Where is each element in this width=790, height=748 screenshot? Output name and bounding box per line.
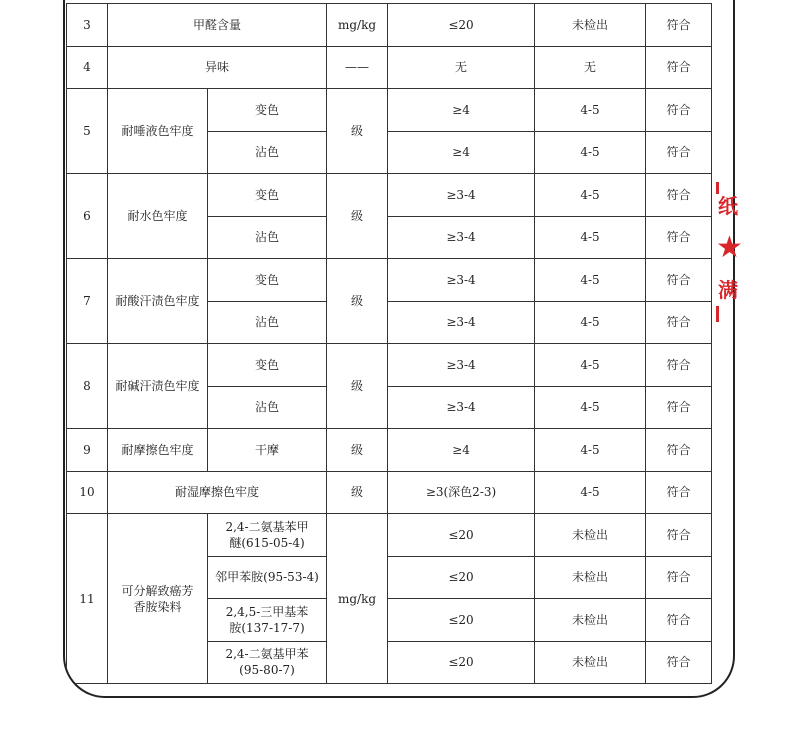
table-row bbox=[67, 344, 712, 387]
row-number: 3 bbox=[67, 4, 108, 47]
test-result: 未检出 bbox=[535, 514, 646, 557]
verdict: 符合 bbox=[646, 471, 712, 514]
test-result: 未检出 bbox=[535, 641, 646, 684]
test-item: 可分解致癌芳香胺染料 bbox=[108, 514, 208, 684]
table-row bbox=[67, 4, 712, 47]
verdict: 符合 bbox=[646, 4, 712, 47]
stamp-char-top: 纸 bbox=[718, 194, 738, 218]
table-row bbox=[67, 89, 712, 132]
row-number: 5 bbox=[67, 89, 108, 174]
test-item: 异味 bbox=[108, 46, 327, 89]
stamp-border-bottom bbox=[716, 306, 719, 322]
test-result: 4-5 bbox=[535, 429, 646, 472]
sub-item: 变色 bbox=[208, 89, 327, 132]
test-result: 4-5 bbox=[535, 471, 646, 514]
unit: 级 bbox=[327, 344, 388, 429]
unit: 级 bbox=[327, 89, 388, 174]
row-number: 4 bbox=[67, 46, 108, 89]
requirement: ≥3-4 bbox=[388, 174, 535, 217]
row-number: 10 bbox=[67, 471, 108, 514]
test-result: 未检出 bbox=[535, 599, 646, 642]
table-row bbox=[67, 259, 712, 302]
sub-item: 沾色 bbox=[208, 301, 327, 344]
requirement: ≥3-4 bbox=[388, 301, 535, 344]
requirement: ≥3(深色2-3) bbox=[388, 471, 535, 514]
verdict: 符合 bbox=[646, 344, 712, 387]
requirement: ≤20 bbox=[388, 641, 535, 684]
sub-item: 干摩 bbox=[208, 429, 327, 472]
verdict: 符合 bbox=[646, 599, 712, 642]
requirement: 无 bbox=[388, 46, 535, 89]
verdict: 符合 bbox=[646, 429, 712, 472]
verdict: 符合 bbox=[646, 556, 712, 599]
test-result: 4-5 bbox=[535, 174, 646, 217]
row-number: 7 bbox=[67, 259, 108, 344]
sub-item: 变色 bbox=[208, 259, 327, 302]
test-result: 4-5 bbox=[535, 259, 646, 302]
sub-item: 沾色 bbox=[208, 386, 327, 429]
table-row bbox=[67, 514, 712, 557]
requirement: ≥4 bbox=[388, 429, 535, 472]
test-result: 4-5 bbox=[535, 131, 646, 174]
requirement: ≤20 bbox=[388, 599, 535, 642]
test-item: 耐碱汗渍色牢度 bbox=[108, 344, 208, 429]
table-row bbox=[67, 429, 712, 472]
table-row bbox=[67, 46, 712, 89]
row-number: 11 bbox=[67, 514, 108, 684]
test-result: 4-5 bbox=[535, 386, 646, 429]
red-seal-stamp bbox=[712, 178, 744, 326]
requirement: ≥3-4 bbox=[388, 259, 535, 302]
test-item: 耐水色牢度 bbox=[108, 174, 208, 259]
sub-item: 沾色 bbox=[208, 131, 327, 174]
sub-item: 沾色 bbox=[208, 216, 327, 259]
requirement: ≥3-4 bbox=[388, 216, 535, 259]
table-row bbox=[67, 471, 712, 514]
sub-item: 变色 bbox=[208, 344, 327, 387]
test-result: 未检出 bbox=[535, 556, 646, 599]
requirement: ≥4 bbox=[388, 89, 535, 132]
sub-item: 邻甲苯胺(95-53-4) bbox=[208, 556, 327, 599]
unit: 级 bbox=[327, 429, 388, 472]
table-row bbox=[67, 174, 712, 217]
test-item: 耐酸汗渍色牢度 bbox=[108, 259, 208, 344]
requirement: ≥4 bbox=[388, 131, 535, 174]
report-frame bbox=[63, 0, 735, 698]
star-icon: ★ bbox=[716, 230, 743, 265]
verdict: 符合 bbox=[646, 301, 712, 344]
row-number: 8 bbox=[67, 344, 108, 429]
sub-item: 2,4-二氨基苯甲醚(615-05-4) bbox=[208, 514, 327, 557]
sub-item: 2,4,5-三甲基苯胺(137-17-7) bbox=[208, 599, 327, 642]
test-report-table bbox=[66, 3, 712, 684]
requirement: ≤20 bbox=[388, 514, 535, 557]
test-result: 无 bbox=[535, 46, 646, 89]
test-result: 未检出 bbox=[535, 4, 646, 47]
stamp-char-bottom: 满 bbox=[718, 278, 738, 302]
verdict: 符合 bbox=[646, 641, 712, 684]
verdict: 符合 bbox=[646, 174, 712, 217]
test-result: 4-5 bbox=[535, 89, 646, 132]
unit: 级 bbox=[327, 174, 388, 259]
unit: 级 bbox=[327, 259, 388, 344]
unit: 级 bbox=[327, 471, 388, 514]
verdict: 符合 bbox=[646, 46, 712, 89]
test-result: 4-5 bbox=[535, 216, 646, 259]
verdict: 符合 bbox=[646, 386, 712, 429]
requirement: ≤20 bbox=[388, 556, 535, 599]
row-number: 6 bbox=[67, 174, 108, 259]
verdict: 符合 bbox=[646, 216, 712, 259]
test-item: 甲醛含量 bbox=[108, 4, 327, 47]
test-item: 耐唾液色牢度 bbox=[108, 89, 208, 174]
unit: —— bbox=[327, 46, 388, 89]
test-result: 4-5 bbox=[535, 301, 646, 344]
test-item: 耐摩擦色牢度 bbox=[108, 429, 208, 472]
unit: mg/kg bbox=[327, 514, 388, 684]
verdict: 符合 bbox=[646, 89, 712, 132]
verdict: 符合 bbox=[646, 131, 712, 174]
test-item: 耐湿摩擦色牢度 bbox=[108, 471, 327, 514]
sub-item: 2,4-二氨基甲苯(95-80-7) bbox=[208, 641, 327, 684]
verdict: 符合 bbox=[646, 259, 712, 302]
unit: mg/kg bbox=[327, 4, 388, 47]
sub-item: 变色 bbox=[208, 174, 327, 217]
verdict: 符合 bbox=[646, 514, 712, 557]
requirement: ≥3-4 bbox=[388, 344, 535, 387]
requirement: ≤20 bbox=[388, 4, 535, 47]
requirement: ≥3-4 bbox=[388, 386, 535, 429]
test-result: 4-5 bbox=[535, 344, 646, 387]
row-number: 9 bbox=[67, 429, 108, 472]
